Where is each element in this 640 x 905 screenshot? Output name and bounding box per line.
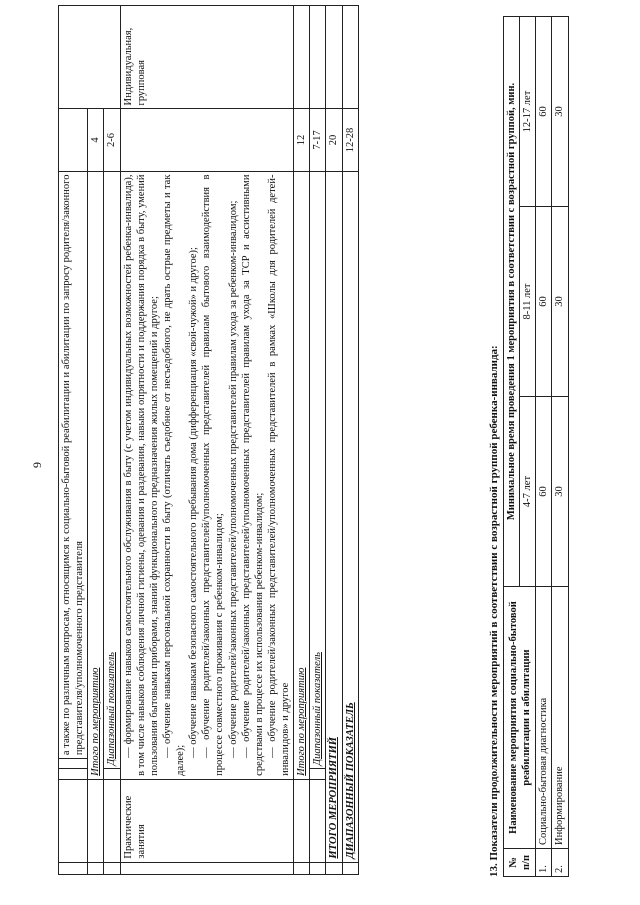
table-row xyxy=(104,6,120,875)
range-label: Диапазонный показатель xyxy=(104,171,120,769)
row-name: Социально-бытовая диагностика xyxy=(536,587,552,849)
list-item: — обучение навыкам безопасного самостоятельного пребывания дома (дифференциация «свой-чужой» и другое); xyxy=(188,247,200,758)
activity-table xyxy=(58,5,359,875)
list-item: — формирование навыков самостоятельного обслуживания в быту (с учетом индивидуальных возможностей ребенка-инвалида), в том числе навыков соблюдения личной гигиены, одевания и раздевания, навыки опрятности и поддержания порядка в быту, умений пользования бытовыми приборами, знаний функционального предназначения жилых помещений и другое; xyxy=(122,174,160,776)
table-row xyxy=(59,6,88,875)
col-header-age-12-17: 12-17 лет xyxy=(520,16,536,206)
list-item: — обучение навыкам персональной сохранности в быту (отличать съедобное от несъедобного, не драть острые предметы и так далее); xyxy=(161,174,186,776)
grand-range-value: 12-28 xyxy=(342,109,358,171)
col-header-num: № п/п xyxy=(504,849,536,877)
grand-range-label: ДИАПАЗОННЫЙ ПОКАЗАТЕЛЬ xyxy=(342,171,358,862)
grand-total-value: 20 xyxy=(326,109,342,171)
total-label: Итого по мероприятию xyxy=(88,171,104,779)
range-value: 2-6 xyxy=(104,109,120,171)
table-row xyxy=(294,6,310,875)
row-value: 60 xyxy=(536,16,552,206)
table-row xyxy=(326,6,342,875)
table-row xyxy=(536,16,552,876)
col-header-age-8-11: 8-11 лет xyxy=(520,207,536,397)
list-item: — обучение родителей/законных представителей/уполномоченных представителей правилам бытового взаимодействия в процессе совместного проживания с ребенком-инвалидом; xyxy=(201,174,226,776)
table-header-row xyxy=(504,16,520,876)
list-item: — обучение родителей/законных представителей/уполномоченных представителей правилам ухода за ТСР и ассистивными средствами в процессе их использования ребенком-инвалидом; xyxy=(240,174,265,776)
row-value: 30 xyxy=(552,207,568,397)
practical-total-value: 12 xyxy=(294,109,310,171)
practical-items xyxy=(120,171,294,779)
col-header-age-4-7: 4-7 лет xyxy=(520,397,536,587)
practical-title: Практические занятия xyxy=(120,779,294,862)
col-header-name: Наименование мероприятия социально-бытовой реабилитации и абилитации xyxy=(504,587,536,849)
row-name: Информирование xyxy=(552,587,568,849)
row-value: 30 xyxy=(552,397,568,587)
practical-total-label: Итого по мероприятию xyxy=(294,171,310,779)
practical-range-label: Диапазонный показатель xyxy=(310,171,326,769)
table-row xyxy=(88,6,104,875)
list-item: — обучение родителей/законных представителей/уполномоченных представителей правилам ухода за ребенком-инвалидом; xyxy=(227,200,239,758)
total-value: 4 xyxy=(88,109,104,171)
list-item: — обучение родителей/законных представителей/уполномоченных представителей в рамках «Школы для родителей детей-инвалидов» и другое xyxy=(266,174,291,776)
row-value: 60 xyxy=(536,207,552,397)
continued-text: а также по различным вопросам, относящимся к социально-бытовой реабилитации и абилитации по запросу родителя/законного представителя/уполномоченного представителя xyxy=(59,171,88,759)
grand-total-label: ИТОГО МЕРОПРИЯТИЙ xyxy=(326,171,342,862)
section-13-heading: 13. Показатели продолжительности мероприятий в соответствии с возрастной группой ребенка-инвалида: xyxy=(488,345,500,877)
row-value: 30 xyxy=(552,16,568,206)
duration-table xyxy=(503,16,569,877)
table-row xyxy=(342,6,358,875)
table-row xyxy=(310,6,326,875)
table-row xyxy=(120,6,294,875)
col-header-time: Минимальное время проведения 1 мероприятия в соответствии с возрастной группой, мин. xyxy=(504,16,520,586)
form-value: Индивидуальная, групповая xyxy=(120,6,294,109)
table-row xyxy=(552,16,568,876)
practical-range-value: 7-17 xyxy=(310,109,326,171)
row-value: 60 xyxy=(536,397,552,587)
page-number: 9 xyxy=(30,462,44,468)
row-num: 2. xyxy=(552,849,568,877)
row-num: 1. xyxy=(536,849,552,877)
